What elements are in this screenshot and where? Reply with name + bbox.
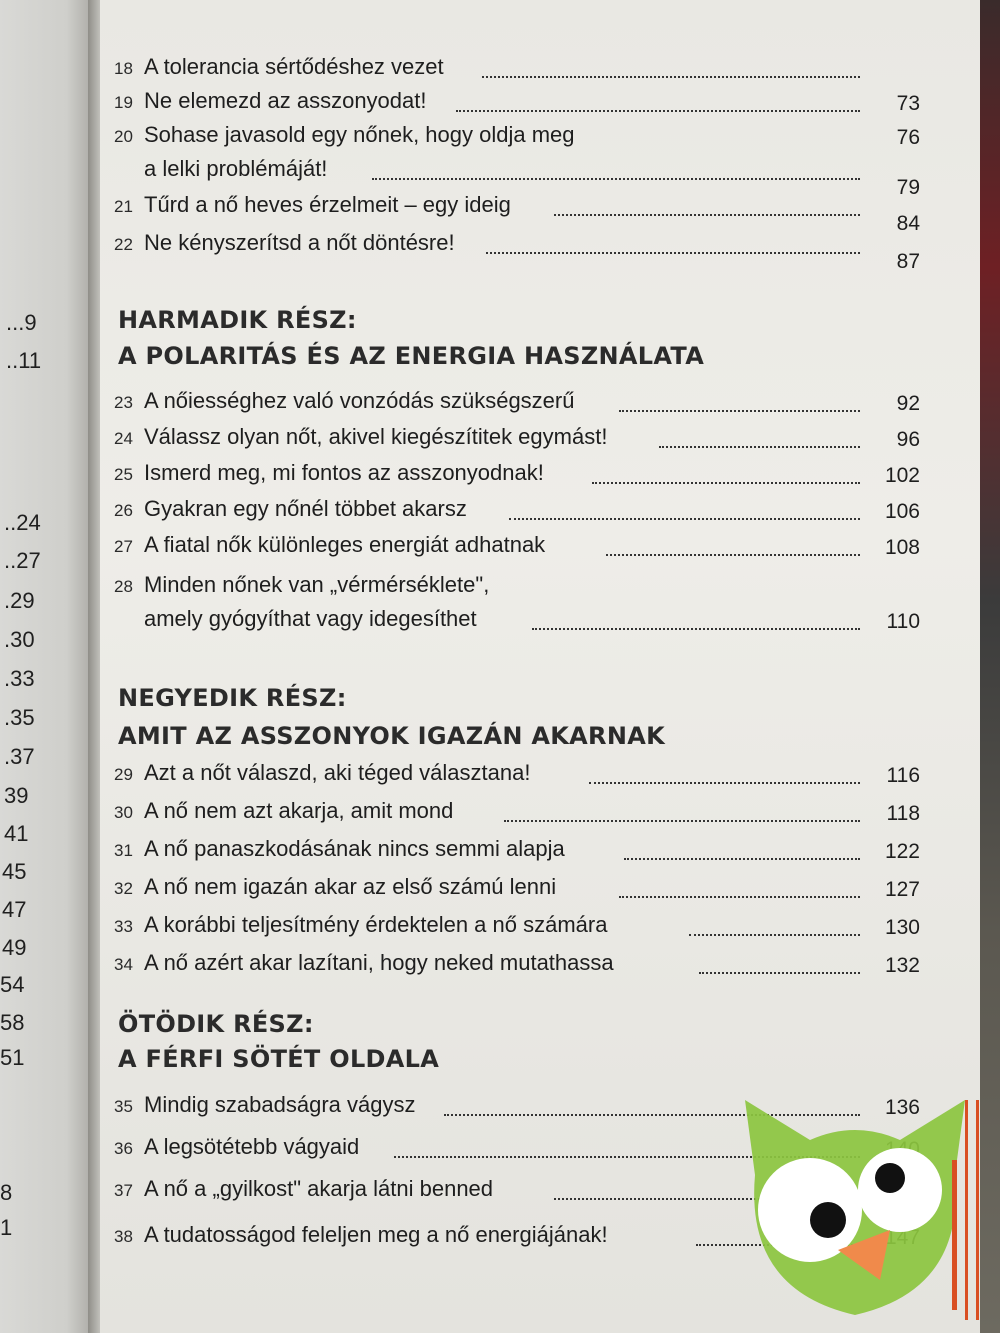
entry-page: 106 <box>884 500 920 523</box>
entry-number: 33 <box>114 917 133 936</box>
left-page-number: .30 <box>4 627 35 652</box>
entry-title: A nőiességhez való vonzódás szükségszerű <box>144 388 575 413</box>
left-page-number: .35 <box>4 705 35 730</box>
toc-entry <box>114 424 920 454</box>
toc-entry <box>114 192 920 235</box>
entry-title: A nő panaszkodásának nincs semmi alapja <box>144 836 565 861</box>
entry-page: 92 <box>896 392 920 415</box>
entry-title: A legsötétebb vágyaid <box>144 1134 360 1159</box>
entry-number: 25 <box>114 465 133 484</box>
entry-number: 21 <box>114 197 133 216</box>
entry-page: 127 <box>884 878 920 901</box>
entry-title: A nő azért akar lazítani, hogy neked mutathassa <box>144 950 614 975</box>
entry-title: A nő nem azt akarja, amit mond <box>144 798 454 823</box>
entry-title: Ismerd meg, mi fontos az asszonyodnak! <box>144 460 544 485</box>
entry-title: A korábbi teljesítmény érdektelen a nő számára <box>144 912 608 937</box>
entry-title: Gyakran egy nőnél többet akarsz <box>144 496 467 521</box>
left-page-number: 58 <box>0 1010 25 1035</box>
entry-title: A tudatosságod feleljen meg a nő energiájának! <box>144 1222 608 1247</box>
section-subheading: A FÉRFI SÖTÉT OLDALA <box>118 1045 440 1073</box>
entry-title: Válassz olyan nőt, akivel kiegészítitek egymást! <box>144 424 608 449</box>
section-heading: NEGYEDIK RÉSZ: <box>118 684 347 712</box>
entry-page: 118 <box>886 802 920 825</box>
left-page-number: ..27 <box>4 548 41 573</box>
entry-title: A nő a „gyilkost" akarja látni benned <box>144 1176 494 1201</box>
entry-page: 76 <box>896 126 920 149</box>
entry-number: 29 <box>114 765 133 784</box>
entry-number: 27 <box>114 537 133 556</box>
left-page-number: 41 <box>4 821 29 846</box>
owl-logo-icon <box>740 1080 970 1320</box>
left-page-number: 47 <box>2 897 27 922</box>
entry-page: 116 <box>886 764 920 787</box>
section-subheading: A POLARITÁS ÉS AZ ENERGIA HASZNÁLATA <box>118 342 705 370</box>
toc-entry <box>114 388 920 418</box>
entry-page: 110 <box>886 610 920 633</box>
entry-title: Ne kényszerítsd a nőt döntésre! <box>144 230 455 255</box>
entry-title: Sohase javasold egy nőnek, hogy oldja meg <box>144 122 575 147</box>
entry-number: 20 <box>114 127 133 146</box>
toc-entry <box>114 798 920 828</box>
left-page-number: .33 <box>4 666 35 691</box>
toc-entry <box>114 156 920 199</box>
entry-number: 23 <box>114 393 133 412</box>
entry-number: 36 <box>114 1139 133 1158</box>
left-page-number: 8 <box>0 1180 13 1205</box>
entry-title: a lelki problémáját! <box>144 156 328 181</box>
entry-page: 96 <box>896 428 920 451</box>
toc-entry <box>114 532 920 562</box>
entry-title-continued: amely gyógyíthat vagy idegesíthet <box>144 606 477 631</box>
toc-entry <box>114 912 920 942</box>
entry-number: 26 <box>114 501 133 520</box>
toc-entry <box>114 950 920 980</box>
entry-title: Mindig szabadságra vágysz <box>144 1092 416 1117</box>
entry-number: 24 <box>114 429 133 448</box>
section-heading: HARMADIK RÉSZ: <box>118 306 357 334</box>
toc-entry <box>114 496 920 526</box>
entry-title: Azt a nőt válaszd, aki téged választana! <box>144 760 531 785</box>
toc-entry <box>114 874 920 904</box>
entry-page: 73 <box>896 92 920 115</box>
toc-entry <box>114 54 860 84</box>
entry-page: 122 <box>884 840 920 863</box>
toc-entry <box>114 572 920 633</box>
entry-page: 132 <box>884 954 920 977</box>
entry-page: 136 <box>884 1096 920 1119</box>
section-subheading: AMIT AZ ASSZONYOK IGAZÁN AKARNAK <box>118 722 665 750</box>
toc-entry <box>114 230 920 273</box>
toc-entry <box>114 836 920 866</box>
entry-title: Tűrd a nő heves érzelmeit – egy ideig <box>144 192 511 217</box>
left-page-number: .37 <box>4 744 35 769</box>
toc-entry <box>114 460 920 490</box>
left-page-number: 54 <box>0 972 25 997</box>
left-page-number: 45 <box>2 859 27 884</box>
entry-number: 35 <box>114 1097 133 1116</box>
entry-number: 38 <box>114 1227 133 1246</box>
toc-entry <box>114 122 920 152</box>
toc-entry <box>114 760 920 790</box>
left-page <box>0 0 95 1333</box>
entry-title: Minden nőnek van „vérmérséklete", <box>144 572 490 597</box>
entry-number: 37 <box>114 1181 133 1200</box>
left-page-number: 51 <box>0 1045 25 1070</box>
left-page-number: 1 <box>0 1215 13 1240</box>
entry-title: A tolerancia sértődéshez vezet <box>144 54 444 79</box>
entry-number: 31 <box>114 841 133 860</box>
entry-page: 108 <box>884 536 920 559</box>
entry-page: 130 <box>884 916 920 939</box>
entry-number: 19 <box>114 93 133 112</box>
entry-page: 79 <box>896 176 920 199</box>
entry-number: 34 <box>114 955 133 974</box>
entry-page: 87 <box>896 250 920 273</box>
entry-title: A nő nem igazán akar az első számú lenni <box>144 874 557 899</box>
entry-number: 28 <box>114 577 133 596</box>
left-page-number: ...9 <box>6 310 37 335</box>
entry-title: A fiatal nők különleges energiát adhatnak <box>144 532 546 557</box>
left-page-number: ..24 <box>4 510 41 535</box>
toc-entry <box>114 88 920 118</box>
section-heading: ÖTÖDIK RÉSZ: <box>118 1010 314 1038</box>
left-page-number: 39 <box>4 783 29 808</box>
entry-page: 102 <box>884 464 920 487</box>
left-page-number: .29 <box>4 588 35 613</box>
left-page-number: 49 <box>2 935 27 960</box>
entry-number: 30 <box>114 803 133 822</box>
entry-number: 18 <box>114 59 133 78</box>
entry-number: 22 <box>114 235 133 254</box>
entry-title: Ne elemezd az asszonyodat! <box>144 88 427 113</box>
entry-number: 32 <box>114 879 133 898</box>
left-page-number: ..11 <box>6 348 42 373</box>
entry-page: 84 <box>896 212 920 235</box>
